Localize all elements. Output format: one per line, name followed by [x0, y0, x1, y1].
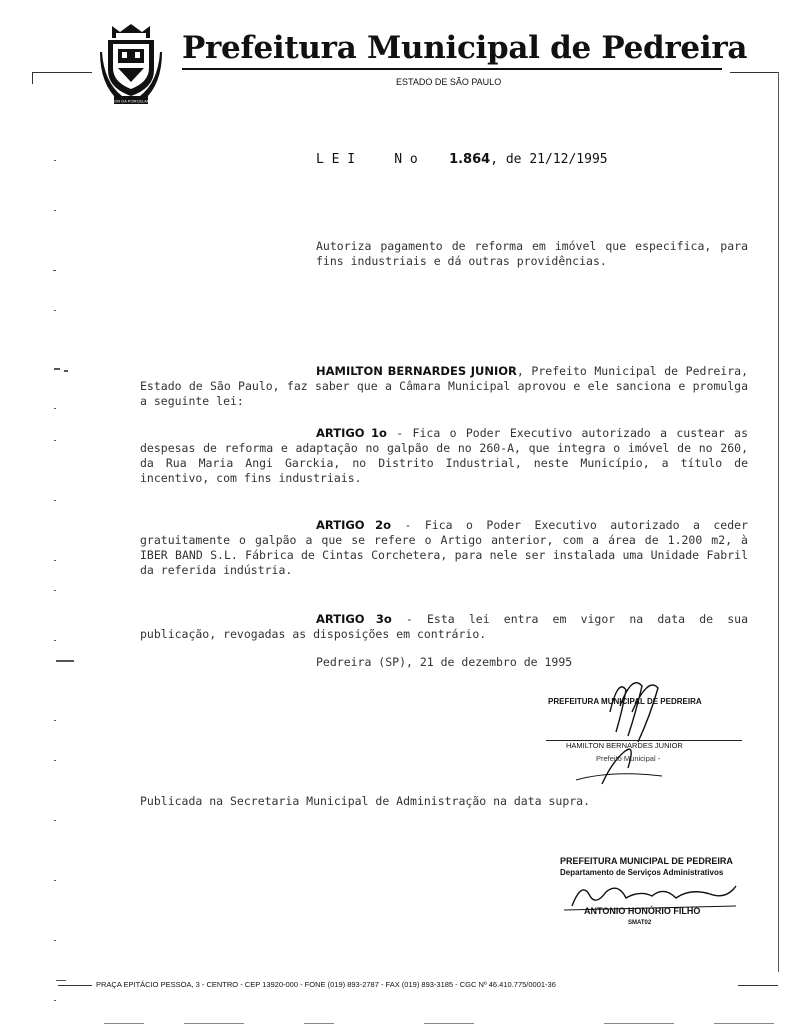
article-3-label: ARTIGO 3o — [316, 612, 392, 626]
state-subtitle: ESTADO DE SÃO PAULO — [396, 77, 502, 87]
law-word: L E I — [316, 152, 356, 167]
stamp-name: ANTONIO HONÓRIO FILHO — [584, 906, 701, 916]
title-underline — [182, 68, 722, 70]
page-title: Prefeitura Municipal de Pedreira — [182, 30, 748, 66]
mayor-name: HAMILTON BERNARDES JUNIOR — [316, 364, 517, 378]
frame-line-top-right — [730, 72, 778, 73]
footer-address: PRAÇA EPITÁCIO PESSOA, 3 - CENTRO - CEP 13920-000 - FONE (019) 893-2787 - FAX (019) 893-3185 - CGC Nº 46.410.775/0001-36 — [96, 980, 556, 989]
article-2: ARTIGO 2o - Fica o Poder Executivo autorizado a ceder gratuitamente o galpão a que se refere o Artigo anterior, com a área de 1.200 m2, à IBER BAND S.L. Fábrica de Cintas Corchetera, para nele ser instalada uma Unidade Fabril da referida indústria. — [140, 518, 749, 577]
footer-rule-right — [738, 985, 778, 986]
article-3: ARTIGO 3o - Esta lei entra em vigor na data de sua publicação, revogadas as disposições em contrário. — [140, 612, 749, 641]
article-2-label: ARTIGO 2o — [316, 518, 392, 532]
article-1-label: ARTIGO 1o — [316, 426, 387, 440]
law-summary: Autoriza pagamento de reforma em imóvel que especifica, para fins industriais e dá outras providências. — [316, 239, 748, 268]
article-1: ARTIGO 1o - Fica o Poder Executivo autorizado a custear as despesas de reforma e adaptação no galpão de no 260-A, que integra o imóvel de no 260, da Rua Maria Angi Garckia, no Distrito Industrial, neste Município, a título de incentivo, com fins industriais. — [140, 426, 749, 485]
scan-margin-marks — [50, 140, 80, 1020]
stamp-id: SMAT02 — [628, 920, 652, 926]
mayor-signature-icon — [572, 672, 692, 790]
stamp-department: Departamento de Serviços Administrativos — [560, 868, 724, 877]
stamp-organization: PREFEITURA MUNICIPAL DE PEDREIRA — [560, 856, 733, 866]
signature-seal-text: PREFEITURA MUNICIPAL DE PEDREIRA — [548, 697, 702, 706]
crest-motto: FLOR DA PORCELANA — [109, 98, 153, 104]
publication-note: Publicada na Secretaria Municipal de Administração na data supra. — [140, 794, 591, 808]
frame-line-top-left — [32, 72, 92, 73]
place-and-date: Pedreira (SP), 21 de dezembro de 1995 — [316, 655, 573, 669]
scan-bottom-dots — [104, 1021, 784, 1027]
law-heading — [316, 152, 608, 167]
preamble-paragraph: HAMILTON BERNARDES JUNIOR, Prefeito Municipal de Pedreira, Estado de São Paulo, faz saber que a Câmara Municipal aprovou e ele sanciona e promulga a seguinte lei: — [140, 364, 748, 408]
signer-name: HAMILTON BERNARDES JUNIOR — [566, 741, 683, 750]
coat-of-arms-icon — [100, 22, 162, 108]
law-date: , de 21/12/1995 — [490, 152, 608, 167]
signer-role: Prefeito Municipal - — [596, 754, 661, 763]
law-number-label: N o — [394, 152, 418, 167]
frame-line-right — [778, 72, 779, 972]
law-number: 1.864 — [449, 152, 491, 167]
frame-line-left — [32, 72, 33, 84]
